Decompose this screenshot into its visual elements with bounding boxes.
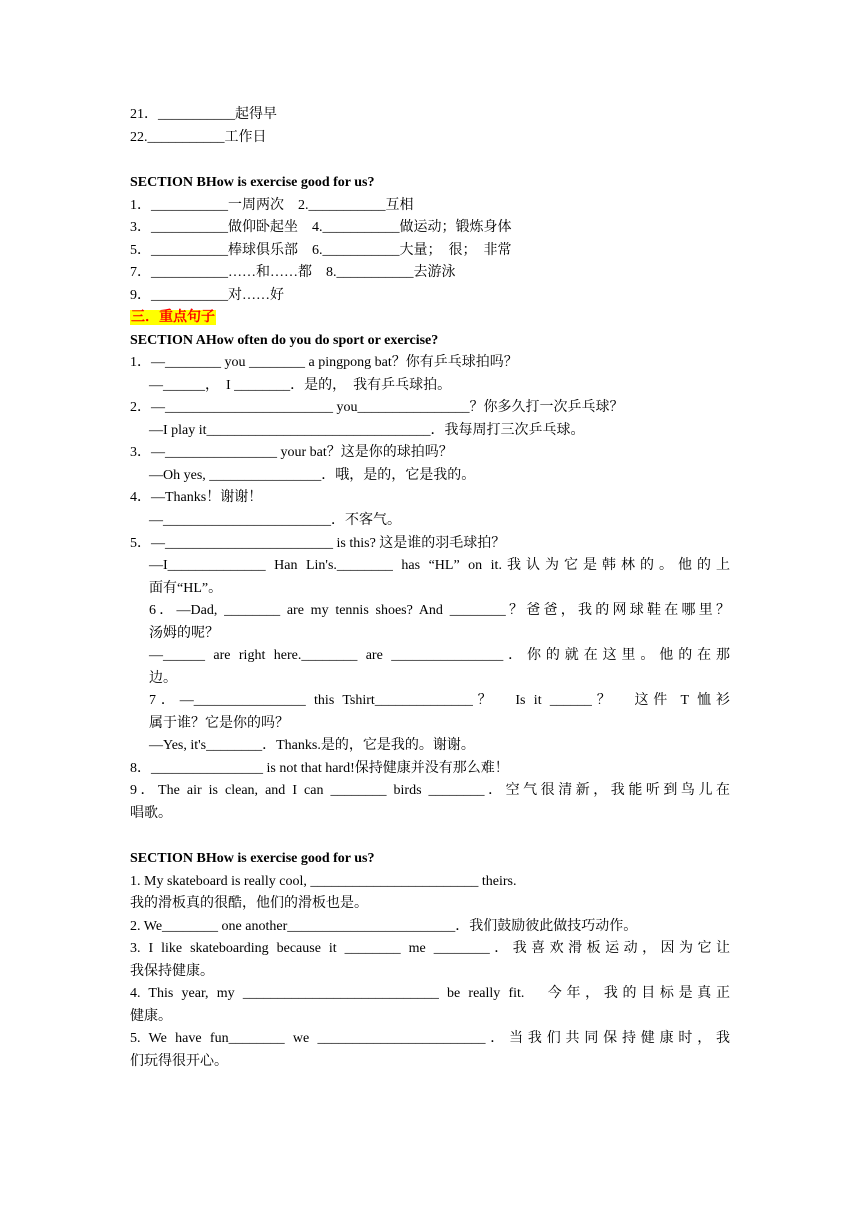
sentence-line: —______， I ________．是的， 我有乒乓球拍。 [149, 378, 452, 393]
highlighted-heading: 三．重点句子 [131, 310, 215, 325]
sentence-line: 7．—________________ this Tshirt______________？ Is it ______？ 这件 T 恤衫 [149, 693, 730, 708]
sentence-line: 边。 [149, 671, 177, 686]
sentence-line: 4．—Thanks！谢谢！ [130, 490, 263, 505]
sentence-line: 1．—________ you ________ a pingpong bat？你有乒乓球拍吗？ [130, 355, 518, 370]
section-heading: SECTION BHow is exercise good for us? [130, 175, 375, 190]
sentence-line: 唱歌。 [130, 806, 172, 821]
vocab-line: 1．___________一周两次 2.___________互相 [130, 198, 414, 213]
sentence-line: 2．—________________________ you________________？你多久打一次乒乓球？ [130, 400, 624, 415]
sentence-line: 4. This year, my ____________________________ be really fit. 今年，我的目标是真正 [130, 986, 730, 1001]
sentence-line: 9．The air is clean, and I can ________ birds ________．空气很清新，我能听到鸟儿在 [130, 783, 730, 798]
sentence-line: 3. I like skateboarding because it ________ me ________．我喜欢滑板运动，因为它让 [130, 941, 730, 956]
vocab-item-21: 21．___________起得早 [130, 107, 277, 122]
part-heading [130, 307, 730, 330]
sentence-line: 5．—________________________ is this? 这是谁的羽毛球拍？ [130, 536, 506, 551]
sentence-line: 健康。 [130, 1009, 172, 1024]
sentence-line: 面有“HL”。 [149, 581, 223, 596]
sentence-line: 6．—Dad, ________ are my tennis shoes? And ________？爸爸，我的网球鞋在哪里？ [149, 603, 730, 618]
sentence-line: 我保持健康。 [130, 964, 214, 979]
vocab-line: 3．___________做仰卧起坐 4.___________做运动；锻炼身体 [130, 220, 512, 235]
sentence-line: —Yes, it's________．Thanks.是的，它是我的。谢谢。 [149, 738, 475, 753]
sentence-line: 属于谁？它是你的吗？ [149, 716, 289, 731]
sentence-line: 汤姆的呢？ [149, 626, 219, 641]
section-heading: SECTION BHow is exercise good for us? [130, 851, 375, 866]
sentence-line: —I______________ Han Lin's.________ has “HL” on it.我认为它是韩林的。他的上 [149, 558, 730, 573]
section-heading: SECTION AHow often do you do sport or exercise? [130, 333, 439, 348]
sentence-line: —I play it________________________________．我每周打三次乒乓球。 [149, 423, 585, 438]
vocab-line: 5．___________棒球俱乐部 6.___________大量； 很； 非常 [130, 243, 512, 258]
sentence-line: —Oh yes, ________________．哦，是的，它是我的。 [149, 468, 476, 483]
sentence-line: 2. We________ one another________________________．我们鼓励彼此做技巧动作。 [130, 919, 638, 934]
vocab-line: 9．___________对……好 [130, 288, 284, 303]
sentence-line: —________________________．不客气。 [149, 513, 401, 528]
sentence-line: 5. We have fun________ we ________________________．当我们共同保持健康时，我 [130, 1031, 730, 1046]
sentence-line: 3．—________________ your bat？这是你的球拍吗？ [130, 445, 453, 460]
sentence-line: —______ are right here.________ are ________________．你的就在这里。他的在那 [149, 648, 730, 663]
sentence-line: 1. My skateboard is really cool, ________________________ theirs. [130, 874, 517, 889]
vocab-item-22: 22.___________工作日 [130, 130, 267, 145]
sentence-line: 8．________________ is not that hard!保持健康并没有那么难！ [130, 761, 509, 776]
sentence-line: 我的滑板真的很酷，他们的滑板也是。 [130, 896, 368, 911]
sentence-line: 们玩得很开心。 [130, 1054, 228, 1069]
vocab-line: 7．___________……和……都 8.___________去游泳 [130, 265, 456, 280]
